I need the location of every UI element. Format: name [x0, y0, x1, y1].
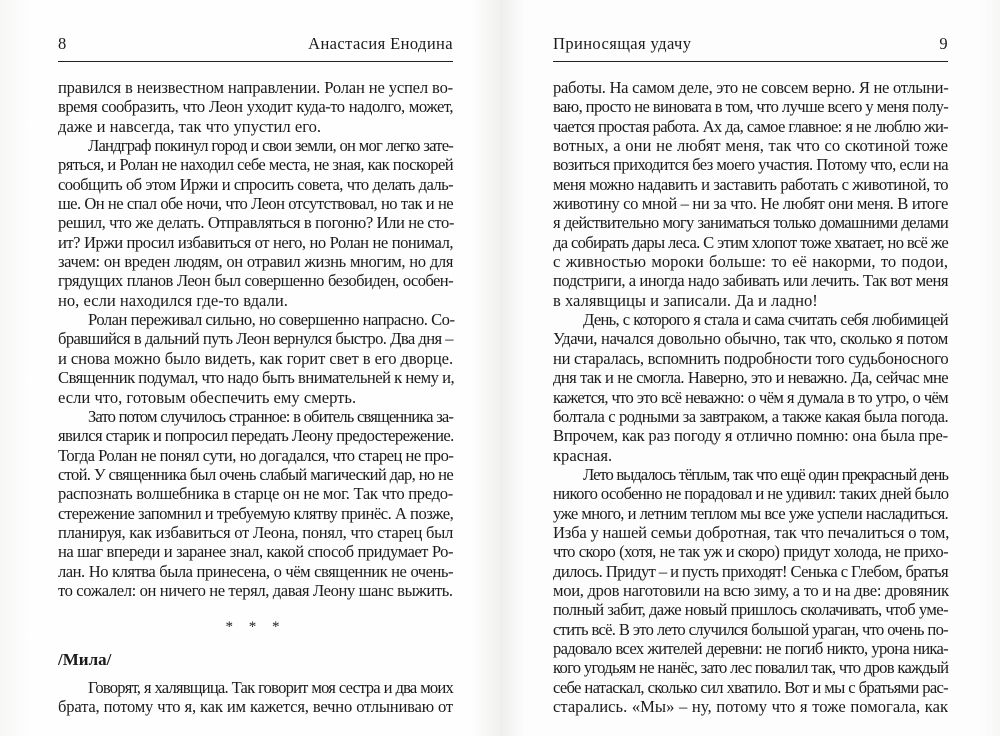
left-page-body — [58, 78, 453, 717]
text-line: никого особенно не порадовал и не удивил: таких дней было — [553, 484, 949, 504]
text-line: с живностью мороки больше: то её накорми, то подои, — [553, 252, 948, 272]
text-line: вотных, а они не любят меня, так что со скотиной тоже — [553, 136, 948, 156]
text-line: возиться приходится без моего участия. Потому что, если на — [553, 155, 948, 175]
text-line: мои, дров наготовили на всю зиму, а то и на две: дровяник — [553, 580, 949, 600]
text-line: животину со мной – ни за что. Не любят они меня. В итоге — [553, 194, 948, 214]
text-line: Изба у нашей семьи добротная, так что печалиться о том, — [553, 522, 950, 542]
text-line: брата, потому что я, как им кажется, вечно отлыниваю от — [58, 697, 453, 717]
text-line: время сообразить, что Леон уходит куда-то надолго, может, — [58, 97, 453, 117]
right-page-body — [553, 78, 948, 716]
text-line: правился в неизвестном направлении. Ролан не успел во- — [58, 78, 453, 97]
text-line: стережение запомнил и требуемую клятву принёс. А позже, — [58, 503, 454, 523]
text-line: болтала с родными за завтраком, а также какая была погода. — [553, 406, 948, 426]
text-line: грядущих планов Леон был совершенно безобиден, особен- — [58, 271, 453, 291]
text-line: планируя, как избавиться от Леона, понял, что старец был — [58, 522, 453, 542]
text-line: радовало всех жителей деревни: не погиб никто, урона ника- — [553, 638, 948, 658]
page-number: 9 — [939, 34, 948, 53]
text-line: уже много, и летним теплом мы все уже успели насладиться. — [553, 503, 948, 523]
paragraph — [58, 136, 453, 310]
text-line: Ландграф покинул город и свои земли, он мог легко зате- — [88, 136, 453, 156]
running-title-book: Приносящая удачу — [553, 34, 692, 53]
text-line: но, если находился где-то вдали. — [58, 290, 288, 310]
text-line: ни старалась, вспомнить подробности того судьбоносного — [553, 348, 949, 368]
text-line: лан. Но клятва была принесена, о чём священник не очень- — [58, 561, 453, 581]
text-line: даже и навсегда, так что упустил его. — [58, 116, 322, 136]
paragraph — [553, 310, 948, 465]
chapter-heading: /Мила/ — [58, 649, 112, 669]
text-line: на шаг впереди и заранее знал, какой способ придумает Ро- — [58, 542, 453, 562]
text-line: старались. «Мы» – ну, потому что я тоже помогала, как — [553, 697, 948, 716]
text-line: стой. У священника был очень слабый магический дар, но не — [58, 464, 453, 484]
text-line: если что, готовым обеспечить ему смерть. — [58, 387, 357, 407]
text-line: кого угодьям не нанёс, зато лес повалил так, что дров каждый — [553, 658, 949, 678]
text-line: Зато потом случилось странное: в обитель священника за- — [88, 406, 453, 426]
text-line: что скоро (хотя, не так уж и скоро) придут холода, не прихо- — [553, 542, 948, 562]
paragraph — [553, 465, 948, 716]
text-line: Лето выдалось тёплым, так что ещё один прекрасный день — [583, 464, 948, 484]
text-line: себе натаскал, сколько сил хватило. Вот и мы с братьями рас- — [553, 677, 948, 697]
text-line: чается простая работа. Ах да, самое главное: я не люблю жи- — [553, 116, 948, 136]
text-line: День, с которого я стала и сама считать себя любимицей — [583, 310, 948, 330]
section-separator: * * * — [225, 619, 286, 636]
paragraph — [58, 407, 453, 600]
text-line: полный забит, даже новый пришлось сколачивать, чтоб уме- — [553, 600, 948, 620]
text-line: Говорят, я халявщица. Так говорит моя сестра и два моих — [88, 677, 453, 697]
right-page — [500, 0, 1000, 736]
text-line: Ролан переживал сильно, но совершенно напрасно. Со- — [88, 310, 455, 330]
text-line: работы. На самом деле, это не совсем верно. Я не отлыни- — [553, 78, 949, 97]
text-line: дня так и не смогла. Наверно, это и неважно. Да, сейчас мне — [553, 368, 948, 388]
text-line: и снова можно было видеть, как горит свет в его дворце. — [58, 348, 453, 368]
text-line: в халявщицы и записали. Да и ладно! — [553, 290, 818, 310]
text-line: дилось. Придут – и пусть приходят! Сенька с Глебом, братья — [553, 561, 948, 581]
right-page-header — [553, 34, 948, 56]
text-line: да собирать дары леса. С этим хлопот тоже хватает, но всё же — [553, 232, 948, 252]
text-line: Удачи, начался довольно обычно, так что, сколько я потом — [553, 329, 949, 349]
paragraph — [58, 310, 453, 407]
text-line: ит? Иржи просил избавиться от него, но Ролан не понимал, — [58, 232, 453, 252]
running-title-author: Анастасия Енодина — [308, 34, 453, 53]
text-line: распознать волшебника в старце он не мог. Так что предо- — [58, 484, 453, 504]
text-line: бравшийся в дальний путь Леон вернулся быстро. Два дня – — [58, 329, 453, 349]
text-line: ваю, просто не виновата в том, что лучше всего у меня полу- — [553, 97, 949, 117]
text-line: подстриги, а иногда надо забивать или лечить. Так вот меня — [553, 271, 948, 291]
text-line: кажется, что это всё неважно: о чём я думала в то утро, о чём — [553, 387, 948, 407]
header-rule — [553, 61, 948, 62]
text-line: меня можно надавить и заставить работать с животиной, то — [553, 174, 948, 194]
text-line: стить всё. В это лето случился большой ураган, что очень по- — [553, 619, 948, 639]
paragraph — [58, 78, 453, 136]
text-line: решил, что же делать. Отправляться в погоню? Или не сто- — [58, 213, 455, 233]
text-line: Тогда Ролан не понял сути, но догадался, что старец не про- — [58, 445, 454, 465]
text-line: ряться, и Ролан не находил себе места, не зная, как поскорей — [58, 155, 453, 175]
text-line: Впрочем, как раз погоду я отлично помню: она была пре- — [553, 426, 948, 446]
paragraph — [58, 678, 453, 717]
left-page-header — [58, 34, 453, 56]
text-line: ше. Он не спал обе ночи, что Леон отсутствовал, но так и не — [58, 194, 453, 214]
text-line: красная. — [553, 445, 613, 465]
text-line: Священник подумал, что надо быть внимательней к нему и, — [58, 368, 455, 388]
text-line: то сожалел: он ничего не терял, давая Леону шанс выжить. — [58, 580, 453, 600]
text-line: я действительно могу заниматься только домашними делами — [553, 213, 948, 233]
text-line: явился старик и попросил передать Леону предостережение. — [58, 426, 454, 446]
paragraph — [553, 78, 948, 310]
text-line: зачем: он вреден людям, он отравил жизнь многим, но для — [58, 252, 453, 272]
header-rule — [58, 61, 453, 62]
text-line: сообщить об этом Иржи и спросить совета, что делать даль- — [58, 174, 453, 194]
page-number: 8 — [58, 34, 67, 53]
